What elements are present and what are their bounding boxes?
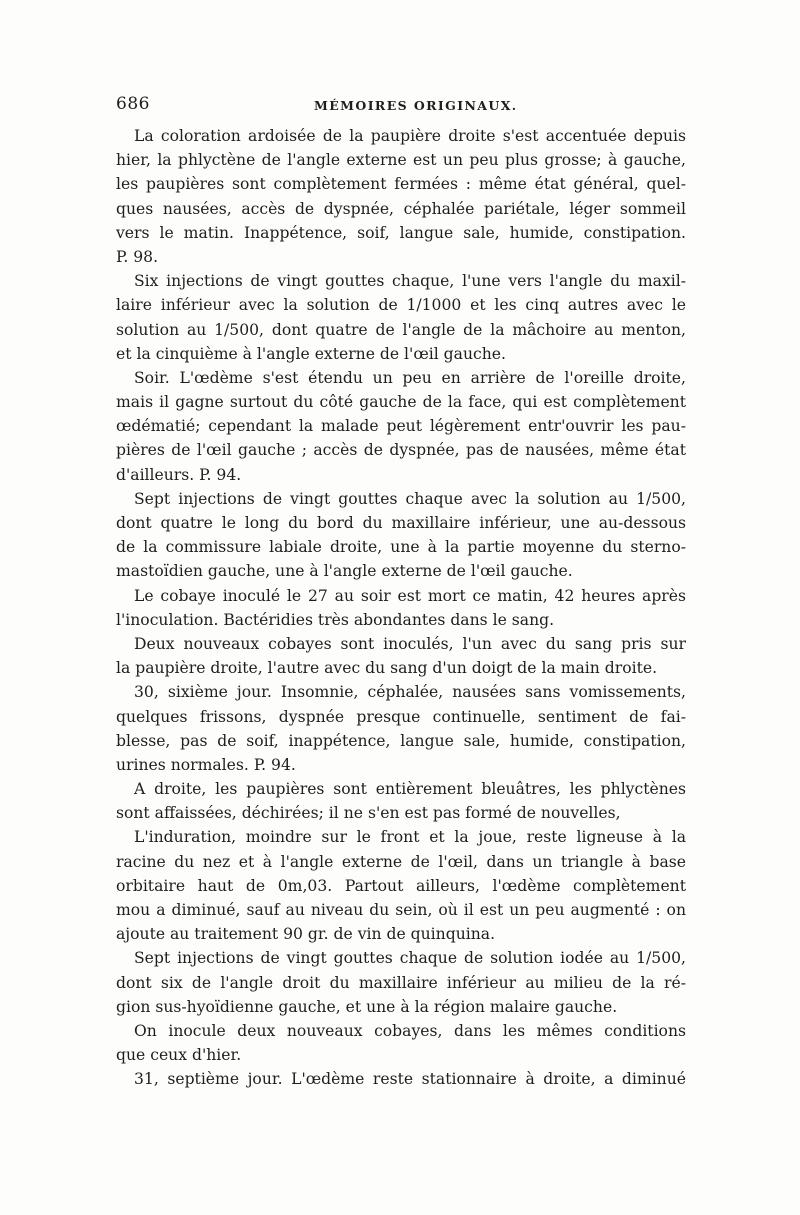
text-line: racine du nez et à l'angle externe de l'œil, dans un triangle à base xyxy=(116,852,686,871)
text-line: de la commissure labiale droite, une à la partie moyenne du sterno- xyxy=(116,538,686,557)
text-line: Le cobaye inoculé le 27 au soir est mort ce matin, 42 heures après xyxy=(134,586,686,605)
text-line: La coloration ardoisée de la paupière droite s'est accentuée depuis xyxy=(134,127,686,145)
text-line: 31, septième jour. L'œdème reste stationnaire à droite, a diminué xyxy=(134,1070,686,1089)
text-line: la paupière droite, l'autre avec du sang d'un doigt de la main droite. xyxy=(116,659,658,678)
text-line: ques nausées, accès de dyspnée, céphalée pariétale, léger sommeil xyxy=(116,199,686,218)
page-number: 686 xyxy=(116,94,150,114)
text-line: d'ailleurs. P. 94. xyxy=(116,465,242,484)
text-line: les paupières sont complètement fermées : même état général, quel- xyxy=(116,175,686,194)
text-line: urines normales. P. 94. xyxy=(116,755,296,774)
running-title: MÉMOIRES ORIGINAUX. xyxy=(314,98,518,113)
text-line: P. 98. xyxy=(116,247,159,266)
body-text xyxy=(116,124,686,1092)
text-line: A droite, les paupières sont entièrement bleuâtres, les phlyctènes xyxy=(134,780,686,799)
text-line: Deux nouveaux cobayes sont inoculés, l'un avec du sang pris sur xyxy=(134,634,686,653)
page-header xyxy=(116,94,686,122)
text-line: Six injections de vingt gouttes chaque, l'une vers l'angle du maxil- xyxy=(134,272,686,291)
text-line: Sept injections de vingt gouttes chaque avec la solution au 1/500, xyxy=(134,489,686,508)
text-line: hier, la phlyctène de l'angle externe est un peu plus grosse; à gauche, xyxy=(116,151,686,170)
text-line: mastoïdien gauche, une à l'angle externe de l'œil gauche. xyxy=(116,562,573,581)
text-line: mais il gagne surtout du côté gauche de la face, qui est complètement xyxy=(116,393,686,412)
text-line: dont six de l'angle droit du maxillaire inférieur au milieu de la ré- xyxy=(116,973,686,992)
text-line: orbitaire haut de 0m,03. Partout ailleurs, l'œdème complètement xyxy=(116,876,686,895)
text-line: L'induration, moindre sur le front et la joue, reste ligneuse à la xyxy=(134,828,686,847)
text-line: dont quatre le long du bord du maxillaire inférieur, une au-dessous xyxy=(116,514,686,532)
text-line: Soir. L'œdème s'est étendu un peu en arrière de l'oreille droite, xyxy=(134,368,686,387)
text-line: œdématié; cependant la malade peut légèrement entr'ouvrir les pau- xyxy=(116,417,686,436)
text-line: que ceux d'hier. xyxy=(116,1046,242,1065)
text-line: blesse, pas de soif, inappétence, langue sale, humide, constipation, xyxy=(116,731,686,750)
text-line: pières de l'œil gauche ; accès de dyspnée, pas de nausées, même état xyxy=(116,441,686,460)
text-line: et la cinquième à l'angle externe de l'œil gauche. xyxy=(116,344,506,363)
text-line: sont affaissées, déchirées; il ne s'en est pas formé de nouvelles, xyxy=(116,804,621,823)
text-line: l'inoculation. Bactéridies très abondantes dans le sang. xyxy=(116,610,555,629)
text-line: 30, sixième jour. Insomnie, céphalée, nausées sans vomissements, xyxy=(134,683,686,702)
text-line: vers le matin. Inappétence, soif, langue sale, humide, constipation. xyxy=(116,223,686,242)
text-line: mou a diminué, sauf au niveau du sein, où il est un peu augmenté : on xyxy=(116,901,686,919)
text-line: solution au 1/500, dont quatre de l'angle de la mâchoire au menton, xyxy=(116,320,686,339)
text-line: ajoute au traitement 90 gr. de vin de quinquina. xyxy=(116,925,496,944)
text-line: Sept injections de vingt gouttes chaque de solution iodée au 1/500, xyxy=(134,949,686,968)
text-line: gion sus-hyoïdienne gauche, et une à la région malaire gauche. xyxy=(116,997,618,1016)
text-line: quelques frissons, dyspnée presque continuelle, sentiment de fai- xyxy=(116,707,686,726)
text-line: On inocule deux nouveaux cobayes, dans les mêmes conditions xyxy=(134,1021,686,1040)
text-line: laire inférieur avec la solution de 1/1000 et les cinq autres avec le xyxy=(116,296,686,315)
